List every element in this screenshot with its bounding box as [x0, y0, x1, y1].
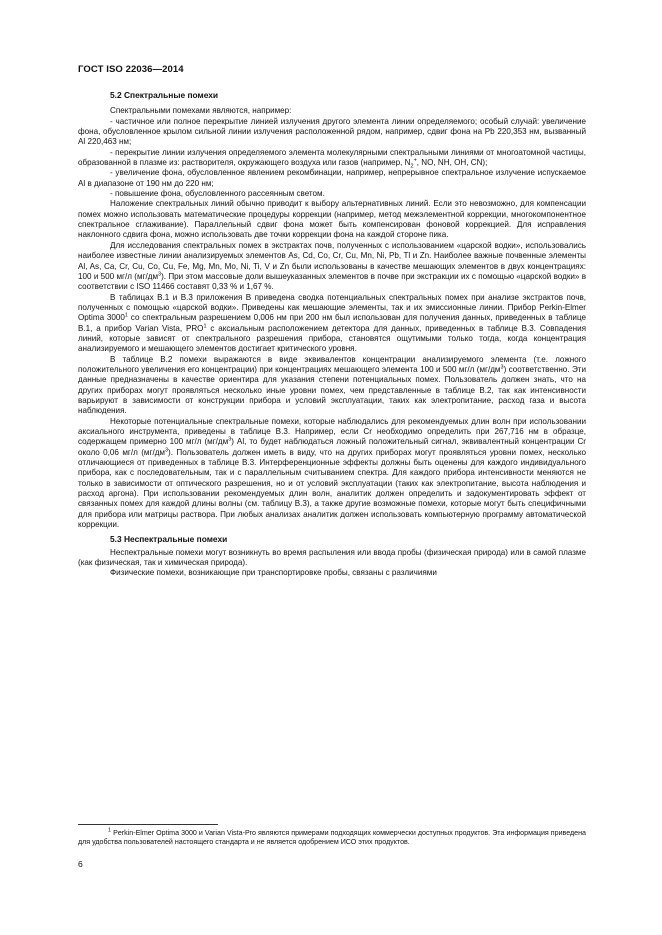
section-heading-5-3: 5.3 Неспектральные помехи — [110, 534, 228, 545]
page-number: 6 — [78, 859, 83, 869]
footnote-text: Perkin-Elmer Optima 3000 и Varian Vista-Pro являются примерами подходящих коммерчески доступных продуктов. Эта информация приведена для удобства пользователей настоящего стандарта и не является одобрением ИСО этих продуктов. — [78, 829, 586, 847]
footnote-divider — [78, 824, 218, 825]
paragraph-table-b2: В таблице В.2 помехи выражаются в виде эквивалентов концентрации анализируемого элемента (т.е. ложного положительного увеличения его концентрации) при концентрациях мешающего элемента 100 и 500 мг/л $(мг/дм^3)$ соответственно. Эти данные предназначены в качестве ориентира для указания степени потенциальных помех. Пользователь должен знать, что на других приборах могут проявляться несколько иные уровни помех, чем представленные в таблице В.2, так как интенсивности варьируют в зависимости от конструкции прибора и условий эксплуатации, таких как электропитание, расход газа и высота наблюдения. — [78, 354, 587, 416]
footnote-ref[interactable]: 1 — [203, 322, 207, 329]
paragraph-intro: Спектральными помехами являются, например: — [110, 106, 292, 116]
section-heading-5-2: 5.2 Спектральные помехи — [110, 90, 219, 100]
list-item-molecular-lines: - перекрытие линии излучения определяемого элемента молекулярными спектральными линиями от многоатомной частицы, образованной в плазме из: растворителя, окружающего воздуха или газов (например, $N_2^+$, NO, NH, OH, CN); — [78, 147, 586, 170]
paragraph-line-overlay: Наложение спектральных линий обычно приводит к выбору альтернативных линий. Если это невозможно, для компенсации помех можно использовать математические процедуры коррекции (например, метод межэлементной коррекции, многокомпонентное спектральное сглаживание). Параллельный сдвиг фона может быть компенсирован фоновой коррекцией. Для исправления наклонного сдвига фона, можно использовать две точки коррекции фона на каждой стороне пика. — [78, 199, 586, 240]
paragraph-soil-extracts: Для исследования спектральных помех в экстрактах почв, полученных с использованием «царской водки», использовались наиболее известные линии анализируемых элементов As, Cd, Co, Cr, Cu, Mn, Ni, Pb, Tl и Zn. Наиболее важные почвенные элементы Al, As, Ca, Cr, Cu, Co, Cu, Fe, Mg, Mn, Mo, Ni, Ti, V и Zn были использованы в качестве мешающих элементов в двух концентрациях: 100 и 500 мг/л $(мг/дм^3)$. При этом массовые доли вышеуказанных элементов в почве при экстракции их с помощью «царской водки» в соответствии с ISO 11466 составят 0,33 % и 1,67 %. — [78, 240, 586, 292]
page-body — [78, 90, 586, 579]
paragraph-tables-b1-b3: В таблицах В.1 и В.3 приложения В приведена сводка потенциальных спектральных помех при анализе экстрактов почв, полученных с помощью «царской водки». Приведены как мешающие элементы, так и их эмиссионные линии. Прибор Perkin-Elmer Optima 3000$^1$ со спектральным разрешением 0,006 нм при 200 нм был использован для получения данных, приведенных в таблице В.1, а прибор Varian Vista, PRO$^1$ с аксиальным расположением детектора для данных, приведенных в таблице В.3. Совпадения линий, которые зависят от спектрального разрешения прибора, становятся ощутимыми только тогда, когда концентрация анализируемого и мешающего элементов достигает критического уровня. — [78, 292, 586, 354]
paragraph-nonspectral: Неспектральные помехи могут возникнуть во время распыления или ввода пробы (физическая природа) или в самой плазме (как физическая, так и химическая природа). — [78, 547, 586, 568]
footnote — [78, 829, 586, 847]
list-item-scattered-light: - повышение фона, обусловленного рассеянным светом. — [110, 189, 325, 199]
paragraph-physical-interference: Физические помехи, возникающие при транспортировке пробы, связаны с различиями — [110, 568, 437, 578]
list-item-recombination: - увеличение фона, обусловленное явлением рекомбинации, например, непрерывное спектральное излучение испускаемое Al в диапазоне от 190 нм до 220 нм; — [78, 168, 586, 188]
list-item-line-overlap: - частичное или полное перекрытие линией излучения другого элемента линии определяемого; особый случай: увеличение фона, обусловленное крылом сильной линии излучения расположенной рядом, например, сдвиг фона на Pb 220,353 нм, вызванный Al 220,463 нм; — [78, 116, 586, 147]
footnote-ref[interactable]: 1 — [124, 312, 128, 319]
document-header: ГОСТ ISO 22036—2014 — [78, 64, 184, 75]
paragraph-axial-instrument: Некоторые потенциальные спектральные помехи, которые наблюдались для рекомендуемых длин волн при использовании аксиального инструмента, приведены в таблице В.3. Например, если Cr необходимо определить при 267,716 нм в образце, содержащем примерно 100 мг/л $(мг/дм^3)$ Al, то будет наблюдаться ложный положительный сигнал, эквивалентный концентрации Cr около 0,06 мг/л $(мг/дм^3)$. Пользователь должен иметь в виду, что на других приборах могут проявляться уровни помех, несколько отличающиеся от приведенных в таблице В.3. Интерференционные эффекты должны быть оценены для каждого индивидуального прибора, как с последовательным, так и с параллельным считыванием спектра. Для каждого прибора интенсивности меняются не только в зависимости от оптического разрешения, но и от условий эксплуатации (таких как электропитание, высота наблюдения и расход аргона). При использовании рекомендуемых длин волн, аналитик должен определить и задокументировать эффект от связанных помех для каждой длины волны (см. таблицу В.3), а также другие возможные помехи, которые могут быть специфичными для прибора или матрицы раствора. При любых анализах аналитик должен использовать компьютерную программу автоматической коррекции. — [78, 416, 586, 530]
footnote-mark: 1 — [108, 827, 112, 834]
